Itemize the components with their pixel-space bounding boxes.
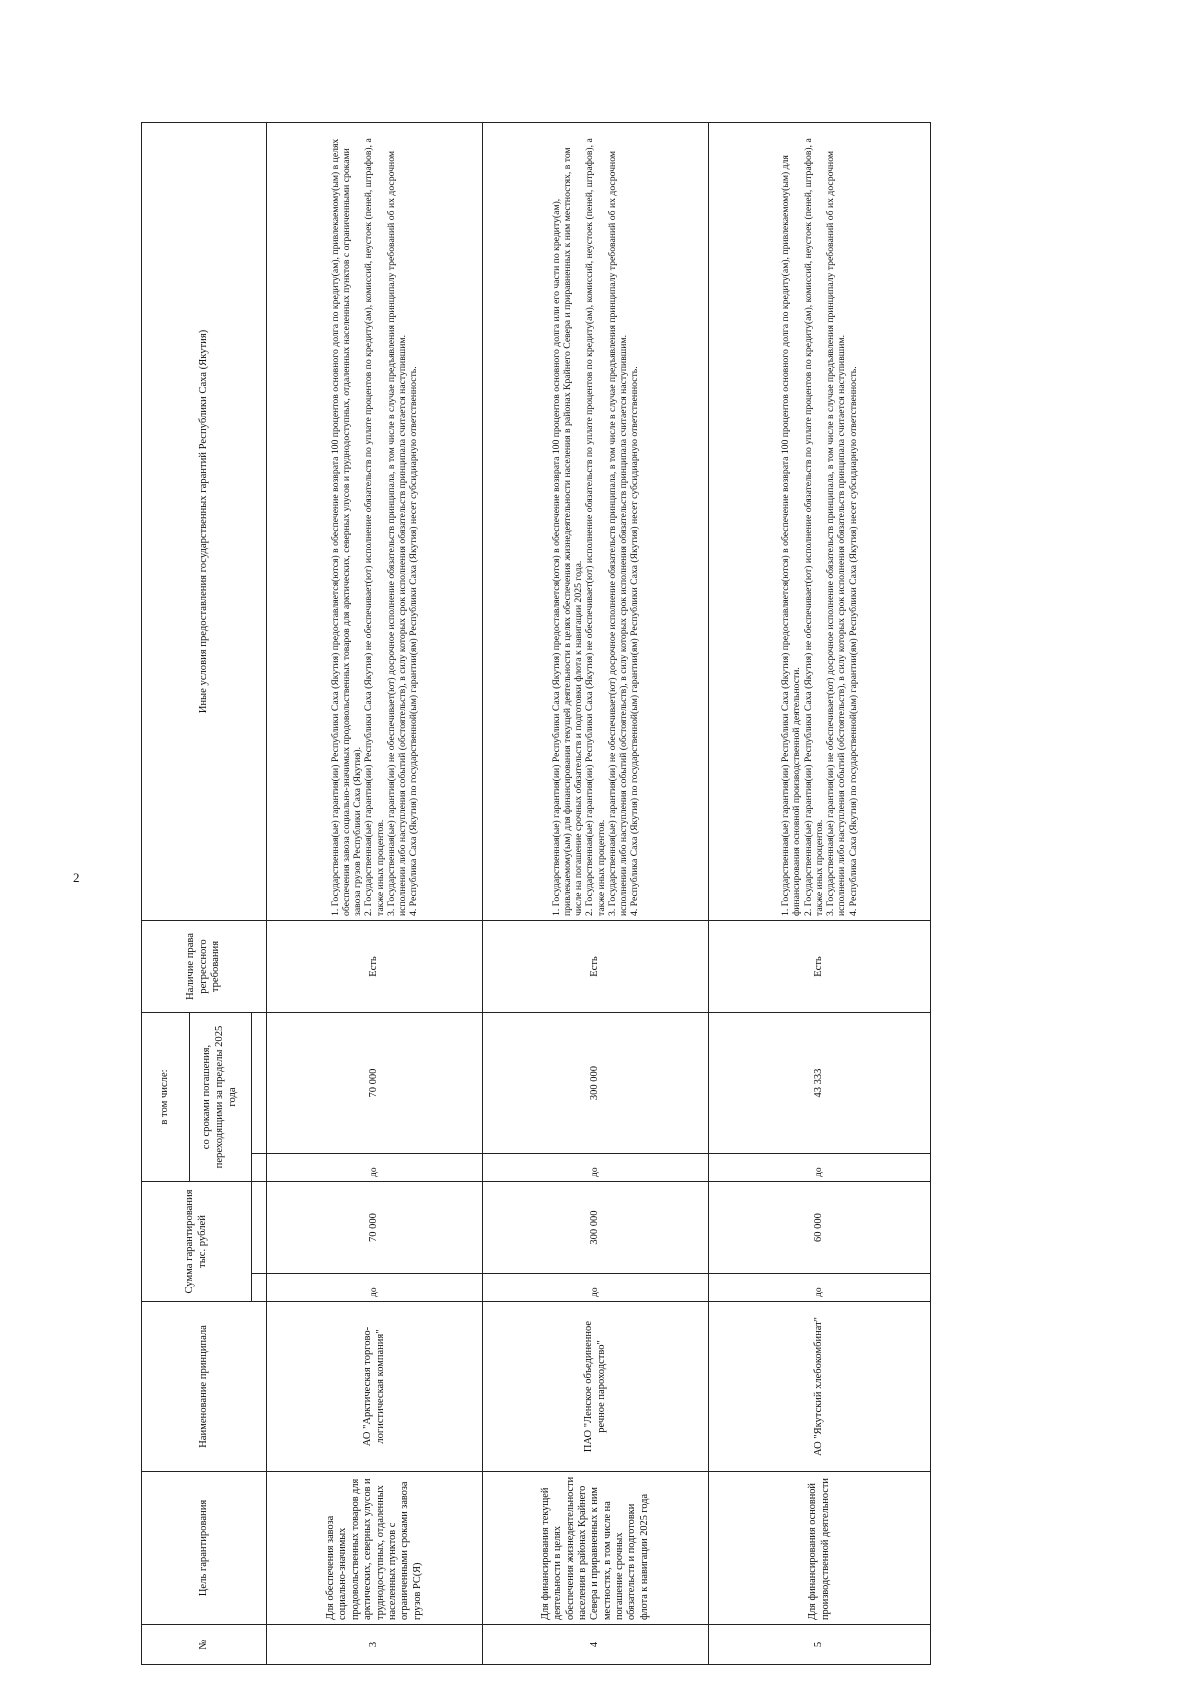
- header-amount: Сумма гарантирования тыс. рублей: [142, 1182, 252, 1302]
- header-num: №: [142, 1625, 267, 1665]
- table-row: [267, 123, 483, 1665]
- condition-item: 2. Государственная(ые) гарантия(ии) Республики Саха (Якутия) не обеспечивает(ют) исполнение обязательств по уплате процентов по кредиту(ам), комиссий, неустоек (пеней, штрафов), а также иных процентов.: [584, 138, 607, 916]
- condition-item: 3. Государственная(ые) гарантия(ии) не обеспечивает(ют) досрочное исполнение обязательств принципала, в том числе в случае предъявления принципалу требований об их досрочном исполнении либо наступления событий (обстоятельств), в силу которых срок исполнения обязательств принципала считается наступившим.: [606, 150, 629, 916]
- condition-item: 2. Государственная(ые) гарантия(ии) Республики Саха (Якутия) не обеспечивает(ют) исполнение обязательств по уплате процентов по кредиту(ам), комиссий, неустоек (пеней, штрафов), а также иных процентов.: [802, 138, 825, 916]
- row-beyond-2025: 43 333: [709, 1013, 931, 1154]
- condition-item: 3. Государственная(ые) гарантия(ии) не обеспечивает(ют) досрочное исполнение обязательств принципала, в том числе в случае предъявления принципалу требований об их досрочном исполнении либо наступления событий (обстоятельств), в силу которых срок исполнения обязательств принципала считается наступившим.: [385, 150, 408, 916]
- amount-prefix: до: [483, 1274, 709, 1302]
- page-number: 2: [73, 870, 80, 885]
- header-spacer: [252, 1274, 267, 1302]
- row-goal: Для финансирования основной производственной деятельности: [709, 1472, 931, 1625]
- header-including: в том числе:: [142, 1013, 190, 1182]
- guarantees-table: [141, 122, 931, 1665]
- row-num: 4: [483, 1625, 709, 1665]
- amount-prefix: до: [709, 1274, 931, 1302]
- row-goal: Для финансирования текущей деятельности в целях обеспечения жизнедеятельности населения в районах Крайнего Севера и приравненных к ним местностях, в том числе на погашение срочных обязательств и подготовки флота к навигации 2025 года: [483, 1472, 709, 1625]
- condition-item: 2. Государственная(ые) гарантия(ии) Республики Саха (Якутия) не обеспечивает(ют) исполнение обязательств по уплате процентов по кредиту(ам), комиссий, неустоек (пеней, штрафов), а также иных процентов.: [363, 138, 386, 916]
- row-regress: Есть: [709, 921, 931, 1013]
- condition-item: 4. Республика Саха (Якутия) по государственной(ым) гарантии(ям) Республики Саха (Якутия) несет субсидиарную ответственность.: [408, 366, 420, 916]
- row-regress: Есть: [267, 921, 483, 1013]
- condition-item: 1. Государственная(ые) гарантия(ии) Республики Саха (Якутия) предоставляется(ются) в обеспечение возврата 100 процентов основного долга или его части по кредиту(ам), привлекаемому(ым) для финансирования текущей деятельности в целях обеспечения жизнедеятельности населения в районах Крайнего Севера и приравненных к ним местностях, в том числе на погашение срочных обязательств и подготовки флота к навигации 2025 года.: [550, 147, 584, 916]
- rotated-table-container: [141, 123, 915, 1665]
- row-conditions: [267, 123, 483, 921]
- beyond-prefix: до: [267, 1154, 483, 1182]
- row-amount: 300 000: [483, 1182, 709, 1274]
- condition-item: 4. Республика Саха (Якутия) по государственной(ым) гарантии(ям) Республики Саха (Якутия) несет субсидиарную ответственность.: [847, 366, 859, 916]
- header-spacer: [252, 1013, 267, 1154]
- amount-prefix: до: [267, 1274, 483, 1302]
- beyond-prefix: до: [483, 1154, 709, 1182]
- row-conditions: [483, 123, 709, 921]
- row-goal: Для обеспечения завоза социально-значимых продовольственных товаров для арктических, северных улусов и труднодоступных, отдаленных населенных пунктов с ограниченными сроками завоза грузов РС(Я): [267, 1472, 483, 1625]
- header-principal: Наименование принципала: [142, 1302, 267, 1472]
- row-num: 5: [709, 1625, 931, 1665]
- table-row: [709, 123, 931, 1665]
- row-amount: 70 000: [267, 1182, 483, 1274]
- header-conditions: Иные условия предоставления государственных гарантий Республики Саха (Якутия): [142, 123, 267, 921]
- row-principal: АО "Арктическая торгово-логистическая компания": [267, 1302, 483, 1472]
- table-row: [483, 123, 709, 1665]
- header-regress: Наличие права регрессного требования: [142, 921, 267, 1013]
- row-principal: ПАО "Ленское объединенное речное пароходство": [483, 1302, 709, 1472]
- header-spacer: [252, 1182, 267, 1274]
- row-beyond-2025: 300 000: [483, 1013, 709, 1154]
- header-spacer: [252, 1154, 267, 1182]
- condition-item: 1. Государственная(ые) гарантия(ии) Республики Саха (Якутия) предоставляется(ются) в обеспечение возврата 100 процентов основного долга по кредиту(ам), привлекаемому(ым) в целях обеспечения завоза социально-значимых продовольственных товаров для арктических, северных улусов и труднодоступных, отдаленных населенных пунктов с ограниченными сроками завоза грузов Республики Саха (Якутия).: [329, 138, 363, 916]
- row-conditions: [709, 123, 931, 921]
- condition-item: 1. Государственная(ые) гарантия(ии) Республики Саха (Якутия) предоставляется(ются) в обеспечение возврата 100 процентов основного долга по кредиту(ам), привлекаемому(ым) для финансирования основной производственной деятельности.: [780, 155, 803, 916]
- row-principal: АО "Якутский хлебокомбинат": [709, 1302, 931, 1472]
- beyond-prefix: до: [709, 1154, 931, 1182]
- row-num: 3: [267, 1625, 483, 1665]
- row-amount: 60 000: [709, 1182, 931, 1274]
- condition-item: 4. Республика Саха (Якутия) по государственной(ым) гарантии(ям) Республики Саха (Якутия) несет субсидиарную ответственность.: [629, 366, 641, 916]
- header-beyond-2025: со сроками погашения, переходящими за пределы 2025 года: [190, 1013, 252, 1182]
- header-goal: Цель гарантирования: [142, 1472, 267, 1625]
- row-regress: Есть: [483, 921, 709, 1013]
- condition-item: 3. Государственная(ые) гарантия(ии) не обеспечивает(ют) досрочное исполнение обязательств принципала, в том числе в случае предъявления принципалу требований об их досрочном исполнении либо наступления событий (обстоятельств), в силу которых срок исполнения обязательств принципала считается наступившим.: [825, 150, 848, 916]
- row-beyond-2025: 70 000: [267, 1013, 483, 1154]
